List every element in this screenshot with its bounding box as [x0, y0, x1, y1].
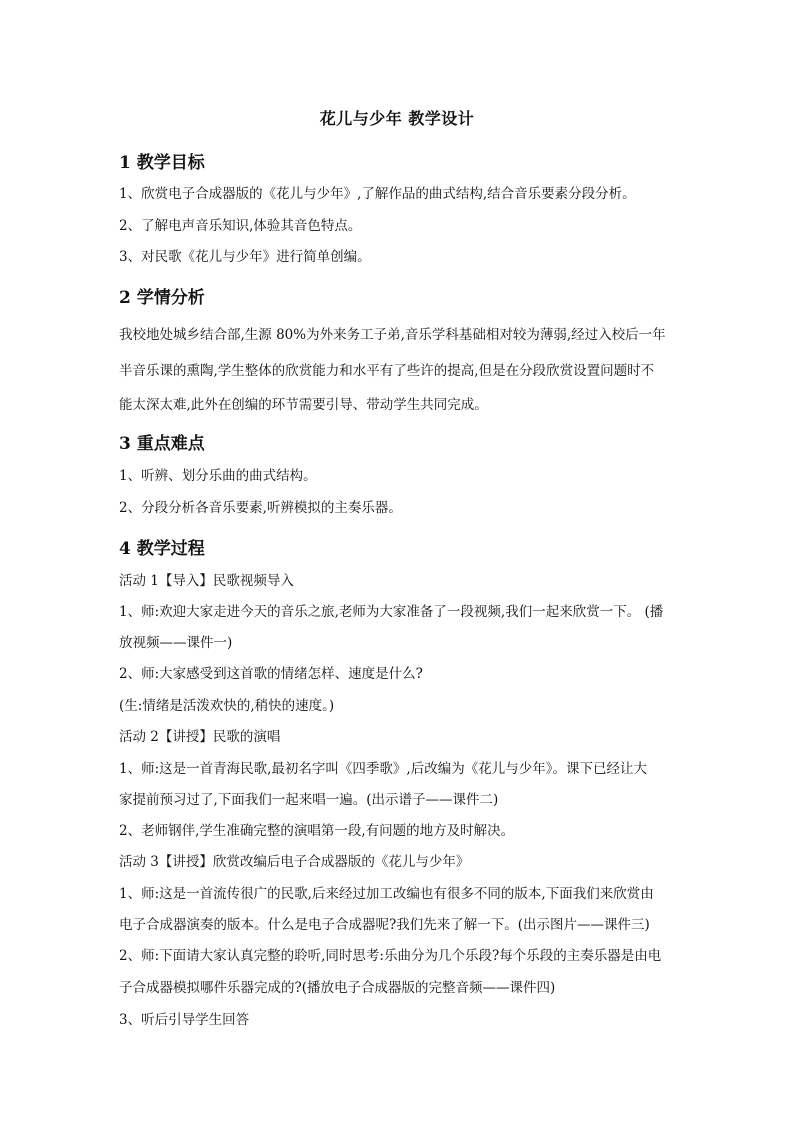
- process-line-4: 2、师:大家感受到这首歌的情绪怎样、速度是什么?: [119, 666, 423, 682]
- process-line-5: (生:情绪是活泼欢快的,稍快的速度。): [119, 698, 335, 714]
- section-heading-goals: 1 教学目标: [119, 153, 205, 173]
- process-line-6: 活动 2【讲授】民歌的演唱: [119, 729, 281, 745]
- process-line-14: 子合成器模拟哪件乐器完成的?(播放电子合成器版的完整音频——课件四): [119, 980, 556, 996]
- process-line-9: 2、老师钢伴,学生准确完整的演唱第一段,有问题的地方及时解决。: [119, 823, 515, 839]
- process-line-12: 电子合成器演奏的版本。什么是电子合成器呢?我们先来了解一下。(出示图片——课件三): [119, 917, 650, 933]
- process-line-3: 放视频——课件一): [119, 635, 233, 651]
- process-line-2: 1、师:欢迎大家走进今天的音乐之旅,老师为大家准备了一段视频,我们一起来欣赏一下。 (播: [119, 604, 664, 620]
- goal-line-3: 3、对民歌《花儿与少年》进行简单创编。: [119, 249, 371, 265]
- key-point-line-2: 2、分段分析各音乐要素,听辨模拟的主奏乐器。: [119, 500, 402, 516]
- process-line-7: 1、师:这是一首青海民歌,最初名字叫《四季歌》,后改编为《花儿与少年》。课下已经让大: [119, 761, 647, 777]
- section-heading-key-points: 3 重点难点: [119, 434, 205, 454]
- analysis-line-1: 我校地处城乡结合部,生源 80%为外来务工子弟,音乐学科基础相对较为薄弱,经过入校后一年: [119, 327, 666, 343]
- section-heading-analysis: 2 学情分析: [119, 288, 205, 308]
- analysis-line-3: 能太深太难,此外在创编的环节需要引导、带动学生共同完成。: [119, 397, 488, 413]
- key-point-line-1: 1、听辨、划分乐曲的曲式结构。: [119, 468, 317, 484]
- process-line-10: 活动 3【讲授】欣赏改编后电子合成器版的《花儿与少年》: [119, 854, 470, 870]
- process-line-15: 3、听后引导学生回答: [119, 1012, 250, 1028]
- process-line-13: 2、师:下面请大家认真完整的聆听,同时思考:乐曲分为几个乐段?每个乐段的主奏乐器是由电: [119, 948, 662, 964]
- goal-line-2: 2、了解电声音乐知识,体验其音色特点。: [119, 218, 362, 234]
- process-line-11: 1、师:这是一首流传很广的民歌,后来经过加工改编也有很多不同的版本,下面我们来欣赏由: [119, 886, 654, 902]
- document-title: 花儿与少年 教学设计: [319, 109, 475, 128]
- process-line-1: 活动 1【导入】民歌视频导入: [119, 573, 294, 589]
- process-line-8: 家提前预习过了,下面我们一起来唱一遍。(出示谱子——课件二): [119, 792, 499, 808]
- section-heading-process: 4 教学过程: [119, 539, 205, 559]
- analysis-line-2: 半音乐课的熏陶,学生整体的欣赏能力和水平有了些许的提高,但是在分段欣赏设置问题时不: [119, 363, 655, 379]
- goal-line-1: 1、欣赏电子合成器版的《花儿与少年》,了解作品的曲式结构,结合音乐要素分段分析。: [119, 186, 636, 202]
